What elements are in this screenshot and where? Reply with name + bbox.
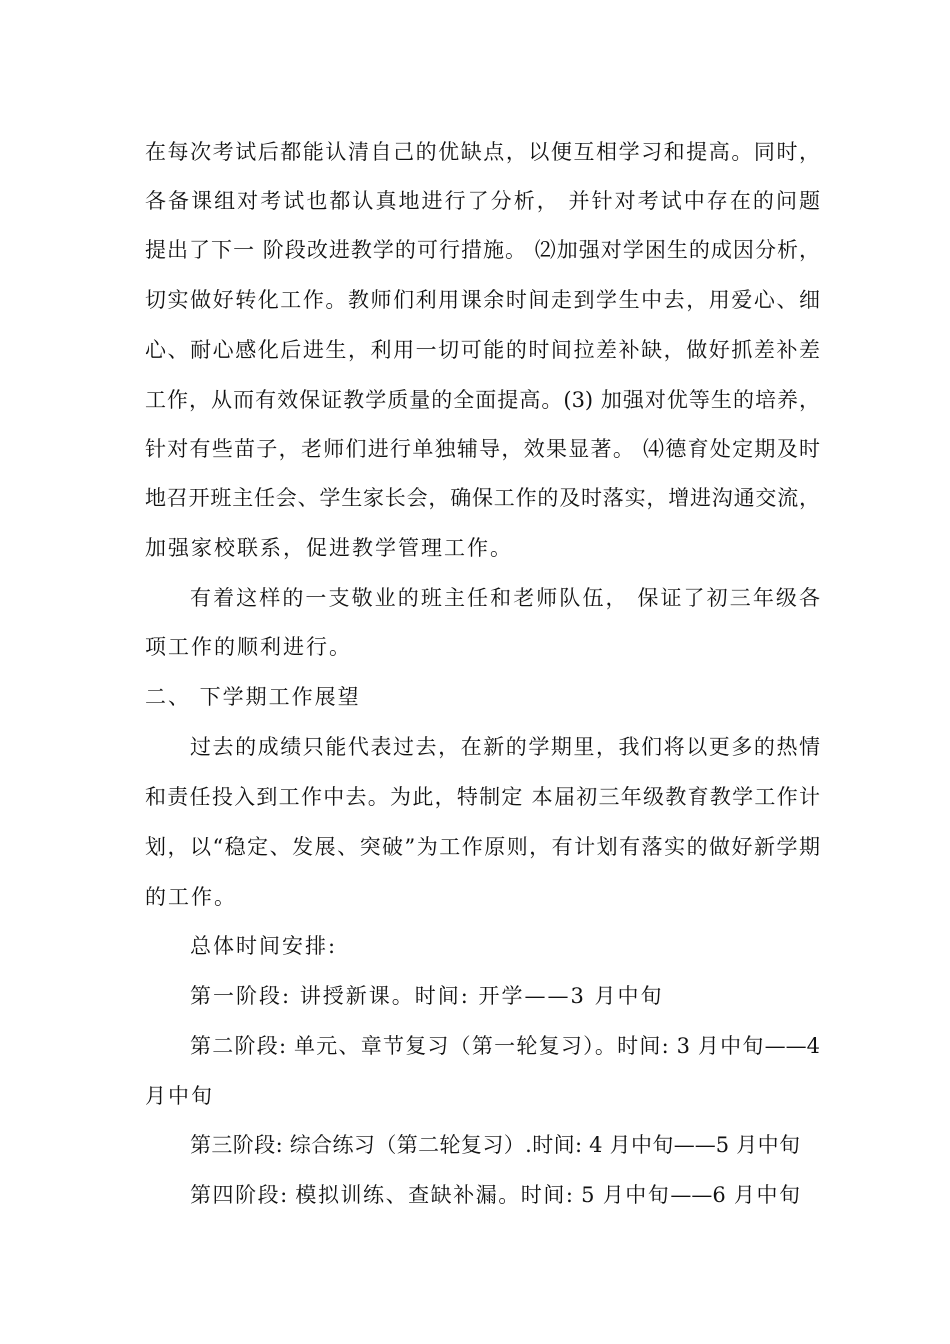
- schedule-title: 总体时间安排:: [190, 934, 338, 958]
- stage-2: 第二阶段: 单元、章节复习（第一轮复习）。时间: 3 月中旬——4: [190, 1034, 820, 1058]
- text-line-11: 项工作的顺利进行。: [145, 635, 352, 659]
- stage-3: 第三阶段: 综合练习（第二轮复习）.时间: 4 月中旬——5 月中旬: [190, 1133, 800, 1157]
- text-line-14: 和责任投入到工作中去。为此，特制定 本届初三年级教育教学工作计: [145, 785, 820, 809]
- text-line-5: 心、耐心感化后进生，利用一切可能的时间拉差补缺，做好抓差补差: [145, 338, 820, 362]
- text-line-6: 工作，从而有效保证教学质量的全面提高。(3) 加强对优等生的培养，: [145, 388, 820, 412]
- text-line-4: 切实做好转化工作。教师们利用课余时间走到学生中去，用爱心、细: [145, 288, 820, 312]
- stage-1: 第一阶段: 讲授新课。时间: 开学——3 月中旬: [190, 984, 664, 1008]
- text-line-15: 划，以“稳定、发展、突破”为工作原则，有计划有落实的做好新学期: [145, 835, 820, 859]
- text-line-2: 各备课组对考试也都认真地进行了分析， 并针对考试中存在的问题: [145, 189, 820, 213]
- text-line-7: 针对有些苗子，老师们进行单独辅导，效果显著。 ⑷德育处定期及时: [145, 437, 820, 461]
- stage-2-continued: 月中旬: [145, 1084, 214, 1108]
- section-heading: 二、 下学期工作展望: [145, 685, 361, 709]
- text-line-9: 加强家校联系，促进教学管理工作。: [145, 536, 513, 560]
- text-line-8: 地召开班主任会、学生家长会，确保工作的及时落实，增进沟通交流，: [145, 486, 820, 510]
- text-line-3: 提出了下一 阶段改进教学的可行措施。 ⑵加强对学困生的成因分析，: [145, 238, 820, 262]
- stage-4: 第四阶段: 模拟训练、查缺补漏。时间: 5 月中旬——6 月中旬: [190, 1183, 800, 1207]
- text-line-13: 过去的成绩只能代表过去，在新的学期里，我们将以更多的热情: [190, 735, 820, 759]
- text-line-1: 在每次考试后都能认清自己的优缺点，以便互相学习和提高。同时，: [145, 140, 820, 164]
- text-line-10: 有着这样的一支敬业的班主任和老师队伍， 保证了初三年级各: [190, 586, 820, 610]
- text-line-16: 的工作。: [145, 885, 237, 909]
